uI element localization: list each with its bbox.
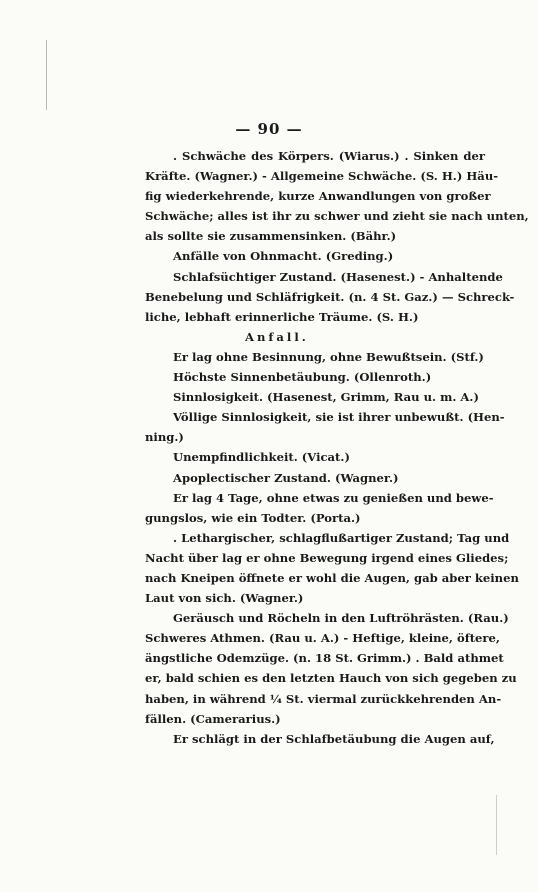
text-line: fällen. (Camerarius.) (145, 711, 281, 726)
text-line: Nacht über lag er ohne Bewegung irgend eines Gliedes; (145, 550, 509, 565)
page-number: — 90 — (235, 120, 303, 138)
text-line: Er lag ohne Besinnung, ohne Bewußtsein. (Stf.) (173, 349, 484, 364)
text-line: er, bald schien es den letzten Hauch von sich gegeben zu (145, 671, 517, 686)
text-line: Schlafsüchtiger Zustand. (Hasenest.) - Anhaltende (173, 269, 503, 284)
text-line: Schweres Athmen. (Rau u. A.) - Heftige, kleine, öftere, (145, 631, 500, 646)
text-line: Benebelung und Schläfrigkeit. (n. 4 St. Gaz.) — Schreck- (145, 289, 515, 304)
text-line: nach Kneipen öffnete er wohl die Augen, gab aber keinen (145, 570, 519, 585)
text-line: ängstliche Odemzüge. (n. 18 St. Grimm.) . Bald athmet (145, 651, 504, 666)
text-line: ning.) (145, 430, 184, 445)
section-heading: Anfall. (245, 329, 309, 344)
text-line: Höchste Sinnenbetäubung. (Ollenroth.) (173, 370, 432, 385)
text-line: Er schlägt in der Schlafbetäubung die Augen auf, (173, 731, 495, 746)
body-text (145, 146, 529, 749)
text-line: Laut von sich. (Wagner.) (145, 591, 304, 606)
text-line: gungslos, wie ein Todter. (Porta.) (145, 510, 361, 525)
text-line: Schwäche; alles ist ihr zu schwer und zieht sie nach unten, (145, 209, 529, 224)
text-line: fig wiederkehrende, kurze Anwandlungen von großer (145, 189, 491, 204)
line-group-2 (145, 347, 519, 749)
text-line: Apoplectischer Zustand. (Wagner.) (173, 470, 399, 485)
text-line: als sollte sie zusammensinken. (Bähr.) (145, 229, 397, 244)
page-edge-mark (46, 40, 47, 110)
text-line: Sinnlosigkeit. (Hasenest, Grimm, Rau u. m. A.) (173, 390, 479, 405)
text-line: Geräusch und Röcheln in den Luftröhrästen. (Rau.) (173, 611, 509, 626)
text-line: Kräfte. (Wagner.) - Allgemeine Schwäche. (S. H.) Häu- (145, 169, 499, 184)
text-line: Er lag 4 Tage, ohne etwas zu genießen und bewe- (173, 490, 494, 505)
text-line: . Schwäche des Körpers. (Wiarus.) . Sinken der (173, 149, 485, 163)
page-edge-mark (496, 795, 497, 855)
text-line: Völlige Sinnlosigkeit, sie ist ihrer unbewußt. (Hen- (173, 410, 505, 425)
line-group-1 (145, 146, 529, 327)
text-line: Anfälle von Ohnmacht. (Greding.) (173, 249, 394, 264)
text-line: liche, lebhaft erinnerliche Träume. (S. H.) (145, 309, 419, 324)
text-line: Unempfindlichkeit. (Vicat.) (173, 450, 350, 465)
text-line: haben, in während ¼ St. viermal zurückkehrenden An- (145, 691, 502, 706)
text-line: . Lethargischer, schlagflußartiger Zustand; Tag und (173, 530, 510, 545)
